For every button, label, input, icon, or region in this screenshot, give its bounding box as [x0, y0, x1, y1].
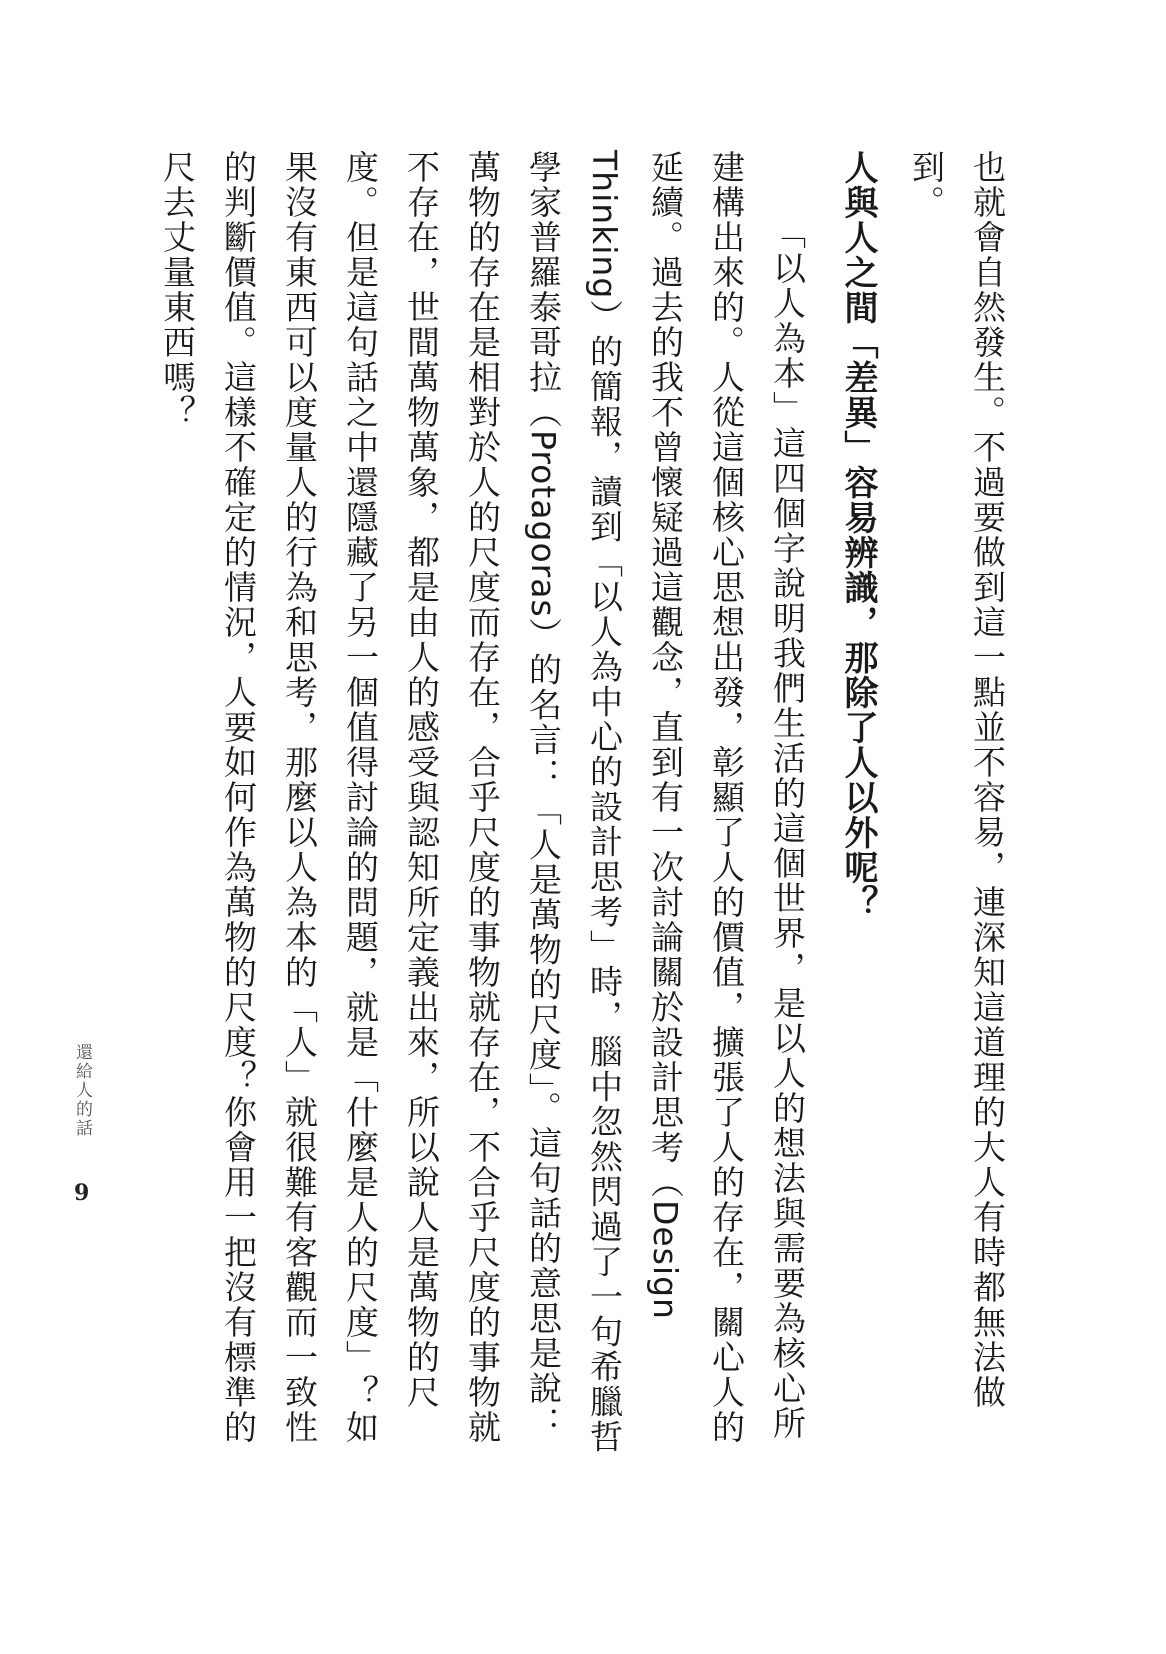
latin-term-protagoras: Protagoras	[524, 430, 563, 618]
vertical-text-body	[138, 150, 1018, 1470]
paragraph-protagoras	[147, 150, 818, 1470]
paragraph-text-part-3: ）的名言：「人是萬物的尺度」。這句話的意思是說：萬物的存在是相對於人的尺度而存在，合乎尺度的事物就存在，不合乎尺度的事物就不存在，世間萬物萬象，都是由人的感受與認知所定義出來，所以說人是萬物的尺度。但是這句話之中還隱藏了另一個值得討論的問題，就是「什麼是人的尺度」？如果沒有東西可以度量人的行為和思考，那麼以人為本的「人」就很難有客觀而一致性的判斷價值。這樣不確定的情況，人要如何作為萬物的尺度？你會用一把沒有標準的尺去丈量東西嗎？	[158, 150, 563, 1445]
paragraph-continuation: 也就會自然發生。不過要做到這一點並不容易，連深知這道理的大人有時都無法做到。	[907, 150, 1007, 1410]
paragraph-text-part-2: ）的簡報，讀到「以人為中心的設計思考」時，腦中忽然閃過了一句希臘哲學家普羅泰哥拉（	[524, 150, 624, 1455]
running-title: 還給人的話	[72, 1043, 92, 1138]
paragraph-text-part-1: 「以人為本」這四個字說明我們生活的這個世界，是以人的想法與需要為核心所建構出來的。人從這個核心思想出發，彰顯了人的價值，擴張了人的存在，關心人的延續。過去的我不曾懷疑過這觀念，直到有一次討論關於設計思考（	[646, 150, 807, 1445]
latin-term-design-thinking: Design Thinking	[585, 150, 685, 1320]
page-number: 9	[74, 1180, 90, 1206]
section-heading: 人與人之間「差異」容易辨識，那除了人以外呢？	[838, 150, 878, 920]
